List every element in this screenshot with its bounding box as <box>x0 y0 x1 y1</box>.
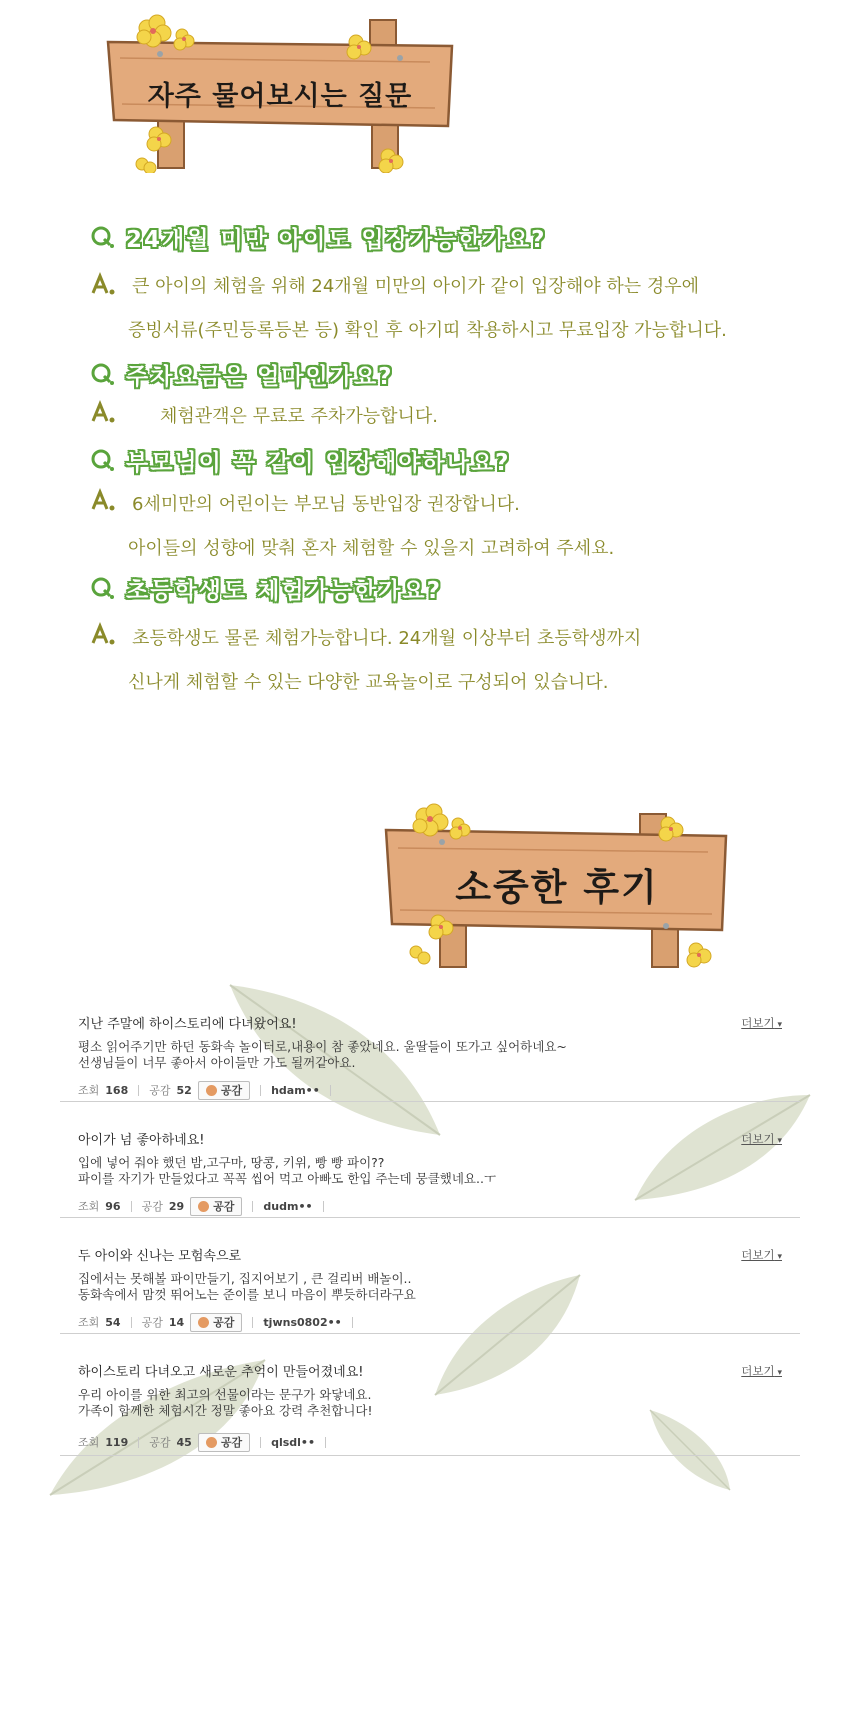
review-item <box>60 1101 800 1218</box>
faq-answer-line: 큰 아이의 체험을 위해 24개월 미만의 아이가 같이 입장해야 하는 경우에 <box>132 276 699 297</box>
like-button[interactable] <box>190 1313 242 1332</box>
answer-a-icon <box>90 400 116 426</box>
question-q-icon <box>90 576 114 600</box>
thumbs-up-icon <box>206 1085 217 1096</box>
likes-count: 14 <box>168 1315 185 1329</box>
more-button[interactable]: 더보기 ▾ <box>741 1363 782 1379</box>
faq-question-text: 주차요금은 얼마인가요? <box>126 363 394 390</box>
answer-a-icon <box>90 272 116 298</box>
faq-answer-line: 신나게 체험할 수 있는 다양한 교육놀이로 구성되어 있습니다. <box>128 672 609 693</box>
review-body <box>78 1155 496 1187</box>
faq-question-text: 초등학생도 체험가능한가요? <box>126 577 442 604</box>
review-title[interactable]: 두 아이와 신나는 모험속으로 <box>78 1249 242 1264</box>
review-section-title: 소중한 후기 <box>455 866 659 909</box>
thumbs-up-icon <box>198 1317 209 1328</box>
review-title[interactable]: 하이스토리 다녀오고 새로운 추억이 만들어졌네요! <box>78 1365 364 1380</box>
review-body-line: 선생님들이 너무 좋아서 아이들만 가도 될꺼같아요. <box>78 1055 356 1070</box>
divider <box>138 1437 139 1448</box>
divider <box>252 1317 253 1328</box>
divider <box>131 1201 132 1212</box>
views-count: 96 <box>105 1199 121 1213</box>
review-title[interactable]: 아이가 넘 좋아하네요! <box>78 1133 205 1148</box>
review-meta <box>78 1433 336 1451</box>
likes-count: 29 <box>168 1199 185 1213</box>
divider <box>330 1085 331 1096</box>
faq-signboard <box>100 8 460 173</box>
question-q-icon <box>90 225 114 249</box>
review-body-line: 가족이 함께한 체험시간 정말 좋아요 강력 추천합니다! <box>78 1403 373 1418</box>
review-author[interactable]: hdam•• <box>271 1083 320 1097</box>
question-q-icon <box>90 448 114 472</box>
review-body-line: 집에서는 못해볼 파이만들기, 집지어보기 , 큰 걸리버 배놀이.. <box>78 1271 412 1286</box>
review-title[interactable]: 지난 주말에 하이스토리에 다녀왔어요! <box>78 1017 297 1032</box>
divider <box>260 1085 261 1096</box>
like-button-label: 공감 <box>220 1436 243 1449</box>
divider <box>323 1201 324 1212</box>
views-count: 119 <box>105 1435 129 1449</box>
likes-count: 45 <box>176 1435 192 1449</box>
faq-question-4 <box>90 571 442 605</box>
review-body <box>78 1039 567 1071</box>
review-body-line: 파이를 자기가 만들었다고 꼭꼭 씹어 먹고 아빠도 한입 주는데 뭉클했네요..ㅜ <box>78 1171 497 1186</box>
divider <box>252 1201 253 1212</box>
divider <box>131 1317 132 1328</box>
review-signboard <box>382 802 732 972</box>
faq-answer-line: 아이들의 성향에 맞춰 혼자 체험할 수 있을지 고려하여 주세요. <box>128 538 615 559</box>
views-label: 조회 <box>78 1084 100 1097</box>
review-body <box>78 1271 416 1303</box>
faq-answer-line: 증빙서류(주민등록등본 등) 확인 후 아기띠 착용하시고 무료입장 가능합니다. <box>128 320 727 341</box>
thumbs-up-icon <box>206 1437 217 1448</box>
likes-label: 공감 <box>149 1084 171 1097</box>
answer-a-icon <box>90 488 116 514</box>
review-item <box>60 1217 800 1334</box>
faq-question-1 <box>90 220 546 254</box>
views-label: 조회 <box>78 1200 100 1213</box>
review-meta <box>78 1197 334 1215</box>
review-author[interactable]: qlsdl•• <box>271 1435 315 1449</box>
faq-answer-line: 체험관객은 무료로 주차가능합니다. <box>160 406 438 427</box>
thumbs-up-icon <box>198 1201 209 1212</box>
faq-question-text: 24개월 미만 아이도 입장가능한가요? <box>126 226 547 253</box>
faq-answer-line: 초등학생도 물론 체험가능합니다. 24개월 이상부터 초등학생까지 <box>132 628 642 649</box>
likes-label: 공감 <box>141 1316 163 1329</box>
question-q-icon <box>90 362 114 386</box>
like-button[interactable] <box>198 1081 250 1100</box>
review-author[interactable]: tjwns0802•• <box>263 1315 342 1329</box>
like-button-label: 공감 <box>213 1200 235 1213</box>
review-body-line: 동화속에서 맘껏 뛰어노는 준이를 보니 마음이 뿌듯하더라구요 <box>78 1287 416 1302</box>
like-button[interactable] <box>198 1433 250 1452</box>
views-count: 54 <box>105 1315 121 1329</box>
views-label: 조회 <box>78 1316 100 1329</box>
review-body-line: 평소 읽어주기만 하던 동화속 놀이터로,내용이 참 좋았네요. 울딸들이 또가고 싶어하네요~ <box>78 1039 567 1054</box>
faq-question-3 <box>90 443 510 477</box>
likes-label: 공감 <box>149 1436 171 1449</box>
more-button[interactable]: 더보기 ▾ <box>741 1131 782 1147</box>
like-button[interactable] <box>190 1197 242 1216</box>
likes-count: 52 <box>176 1083 192 1097</box>
more-button[interactable]: 더보기 ▾ <box>741 1247 782 1263</box>
views-count: 168 <box>105 1083 129 1097</box>
views-label: 조회 <box>78 1436 100 1449</box>
review-meta <box>78 1081 341 1099</box>
review-item <box>60 985 800 1102</box>
review-body-line: 우리 아이를 위한 최고의 선물이라는 문구가 와닿네요. <box>78 1387 372 1402</box>
review-item <box>60 1333 800 1456</box>
answer-a-icon <box>90 622 116 648</box>
review-body-line: 입에 넣어 줘야 했던 밤,고구마, 땅콩, 키위, 빵 빵 파이?? <box>78 1155 385 1170</box>
divider <box>138 1085 139 1096</box>
review-body <box>78 1387 373 1419</box>
faq-section-title: 자주 물어보시는 질문 <box>147 81 413 112</box>
like-button-label: 공감 <box>213 1316 235 1329</box>
divider <box>260 1437 261 1448</box>
more-button[interactable]: 더보기 ▾ <box>741 1015 782 1031</box>
like-button-label: 공감 <box>220 1084 243 1097</box>
divider <box>325 1437 326 1448</box>
likes-label: 공감 <box>141 1200 163 1213</box>
divider <box>352 1317 353 1328</box>
faq-answer-line: 6세미만의 어린이는 부모님 동반입장 권장합니다. <box>132 494 520 515</box>
review-author[interactable]: dudm•• <box>263 1199 313 1213</box>
faq-question-2 <box>90 357 394 391</box>
faq-question-text: 부모님이 꼭 같이 입장해야하나요? <box>126 449 511 476</box>
review-meta <box>78 1313 363 1331</box>
